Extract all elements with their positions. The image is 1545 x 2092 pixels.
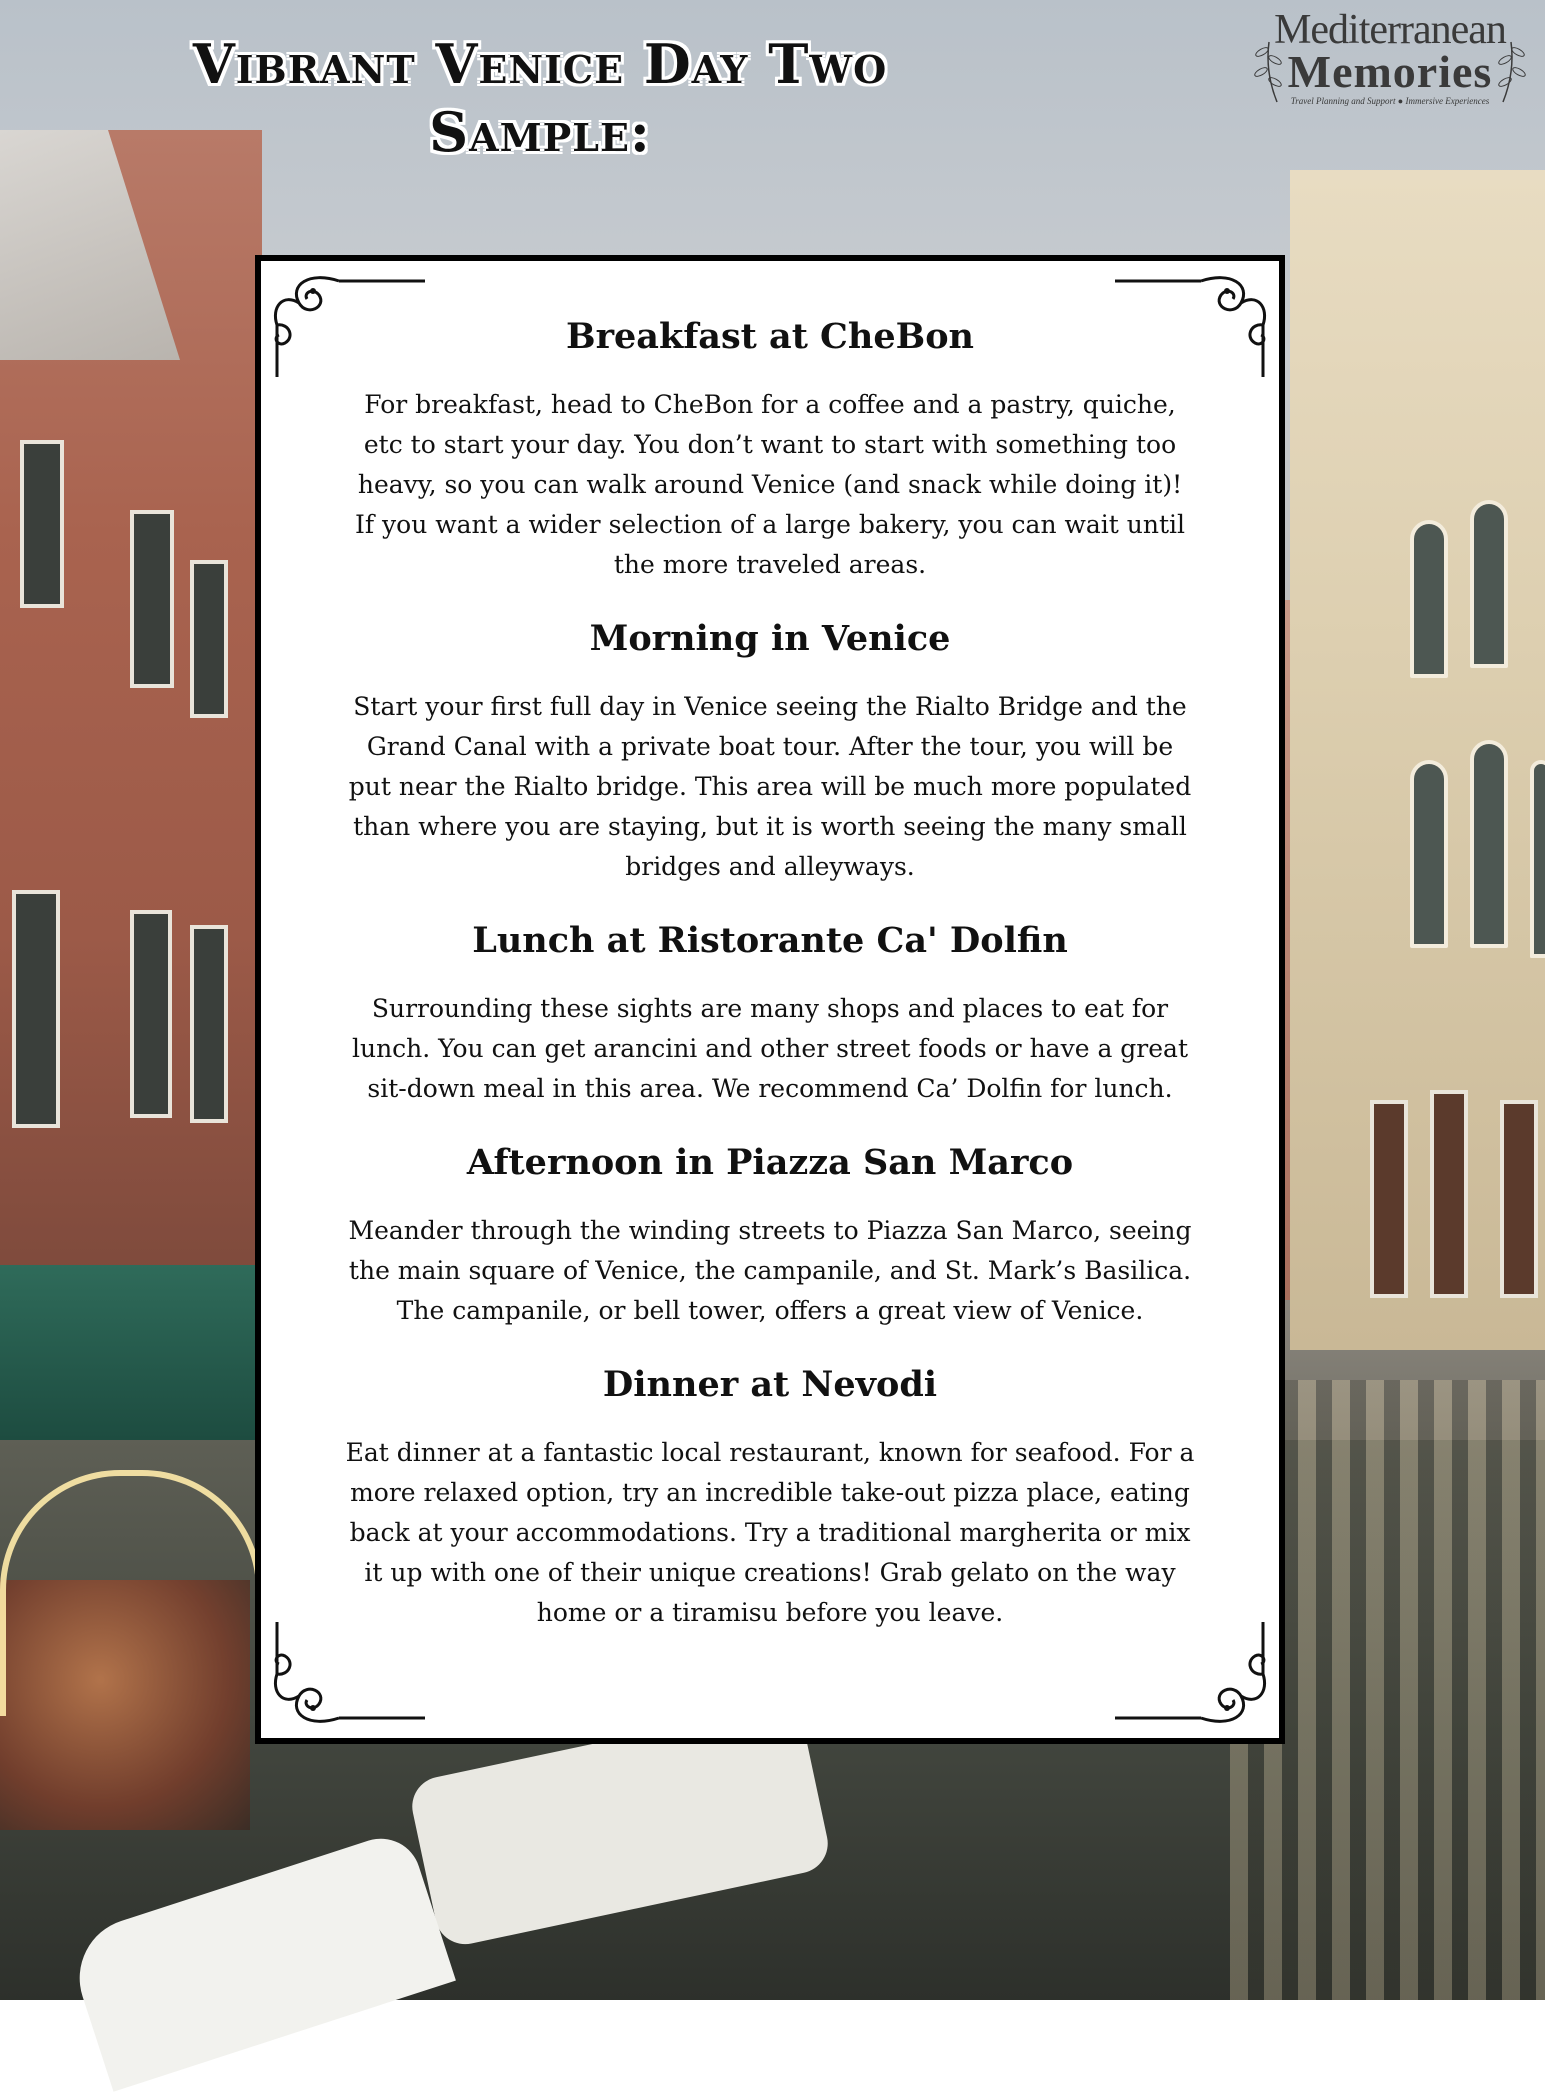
itinerary-card bbox=[255, 255, 1285, 1744]
window bbox=[1430, 1090, 1468, 1298]
window bbox=[130, 510, 174, 688]
section-heading: Lunch at Ristorante Ca' Dolfin bbox=[472, 920, 1068, 961]
section-heading: Afternoon in Piazza San Marco bbox=[466, 1142, 1074, 1183]
section-body: Meander through the winding streets to Piazza San Marco, seeing the main square of Venice, the campanile, and St. Mark’s Basilica. The campanile, or bell tower, offers a great view of Venice. bbox=[348, 1216, 1192, 1325]
itinerary-card-inner bbox=[261, 261, 1279, 1738]
window bbox=[1370, 1100, 1408, 1298]
section-heading: Morning in Venice bbox=[589, 618, 951, 659]
window bbox=[1500, 1100, 1538, 1298]
corner-flourish-icon bbox=[1111, 1622, 1271, 1732]
window bbox=[1470, 500, 1508, 668]
itinerary-section-morning bbox=[261, 615, 1279, 887]
corner-flourish-icon bbox=[269, 1622, 429, 1732]
olive-branch-icon bbox=[1497, 38, 1533, 104]
section-body: Start your first full day in Venice seeing the Rialto Bridge and the Grand Canal with a private boat tour. After the tour, you will be put near the Rialto bridge. This area will be much more populated than where you are staying, but it is worth seeing the many small bridges and alleyways. bbox=[348, 692, 1192, 881]
window bbox=[1470, 740, 1508, 948]
window bbox=[12, 890, 60, 1128]
string-lights bbox=[0, 1470, 262, 1716]
itinerary-section-dinner bbox=[261, 1361, 1279, 1633]
title-line-1: Vibrant Venice Day Two bbox=[192, 32, 888, 96]
logo-line-2: Memories bbox=[1287, 46, 1493, 97]
olive-branch-icon bbox=[1247, 38, 1283, 104]
restaurant-awning bbox=[0, 1265, 262, 1440]
window bbox=[1410, 520, 1448, 678]
window bbox=[1530, 760, 1545, 958]
itinerary-content bbox=[261, 313, 1279, 1633]
logo-line-1: Mediterranean bbox=[1274, 7, 1506, 53]
section-body: Eat dinner at a fantastic local restaurant, known for seafood. For a more relaxed option, try an incredible take-out pizza place, eating back at your accommodations. Try a traditional margherita or mix it up with one of their unique creations! Grab gelato on the way home or a tiramisu before you leave. bbox=[345, 1438, 1195, 1627]
page-title bbox=[40, 30, 1040, 166]
section-body: Surrounding these sights are many shops and places to eat for lunch. You can get arancini and other street foods or have a great sit-down meal in this area. We recommend Ca’ Dolfin for lunch. bbox=[351, 994, 1189, 1103]
logo-tagline: Travel Planning and Support ● Immersive Experiences bbox=[1290, 96, 1490, 106]
itinerary-section-afternoon bbox=[261, 1139, 1279, 1331]
section-heading: Breakfast at CheBon bbox=[566, 316, 974, 357]
window bbox=[1410, 760, 1448, 948]
title-line-2: Sample: bbox=[429, 100, 651, 164]
window bbox=[190, 925, 228, 1123]
itinerary-section-lunch bbox=[261, 917, 1279, 1109]
itinerary-section-breakfast bbox=[261, 313, 1279, 585]
window bbox=[20, 440, 64, 608]
section-body: For breakfast, head to CheBon for a coffee and a pastry, quiche, etc to start your day. You don’t want to start with something too heavy, so you can walk around Venice (and snack while doing it)! If you want a wider selection of a large bakery, you can wait until the more traveled areas. bbox=[354, 390, 1186, 579]
window bbox=[130, 910, 172, 1118]
brand-logo bbox=[1245, 8, 1535, 108]
window bbox=[190, 560, 228, 718]
section-heading: Dinner at Nevodi bbox=[602, 1364, 938, 1405]
